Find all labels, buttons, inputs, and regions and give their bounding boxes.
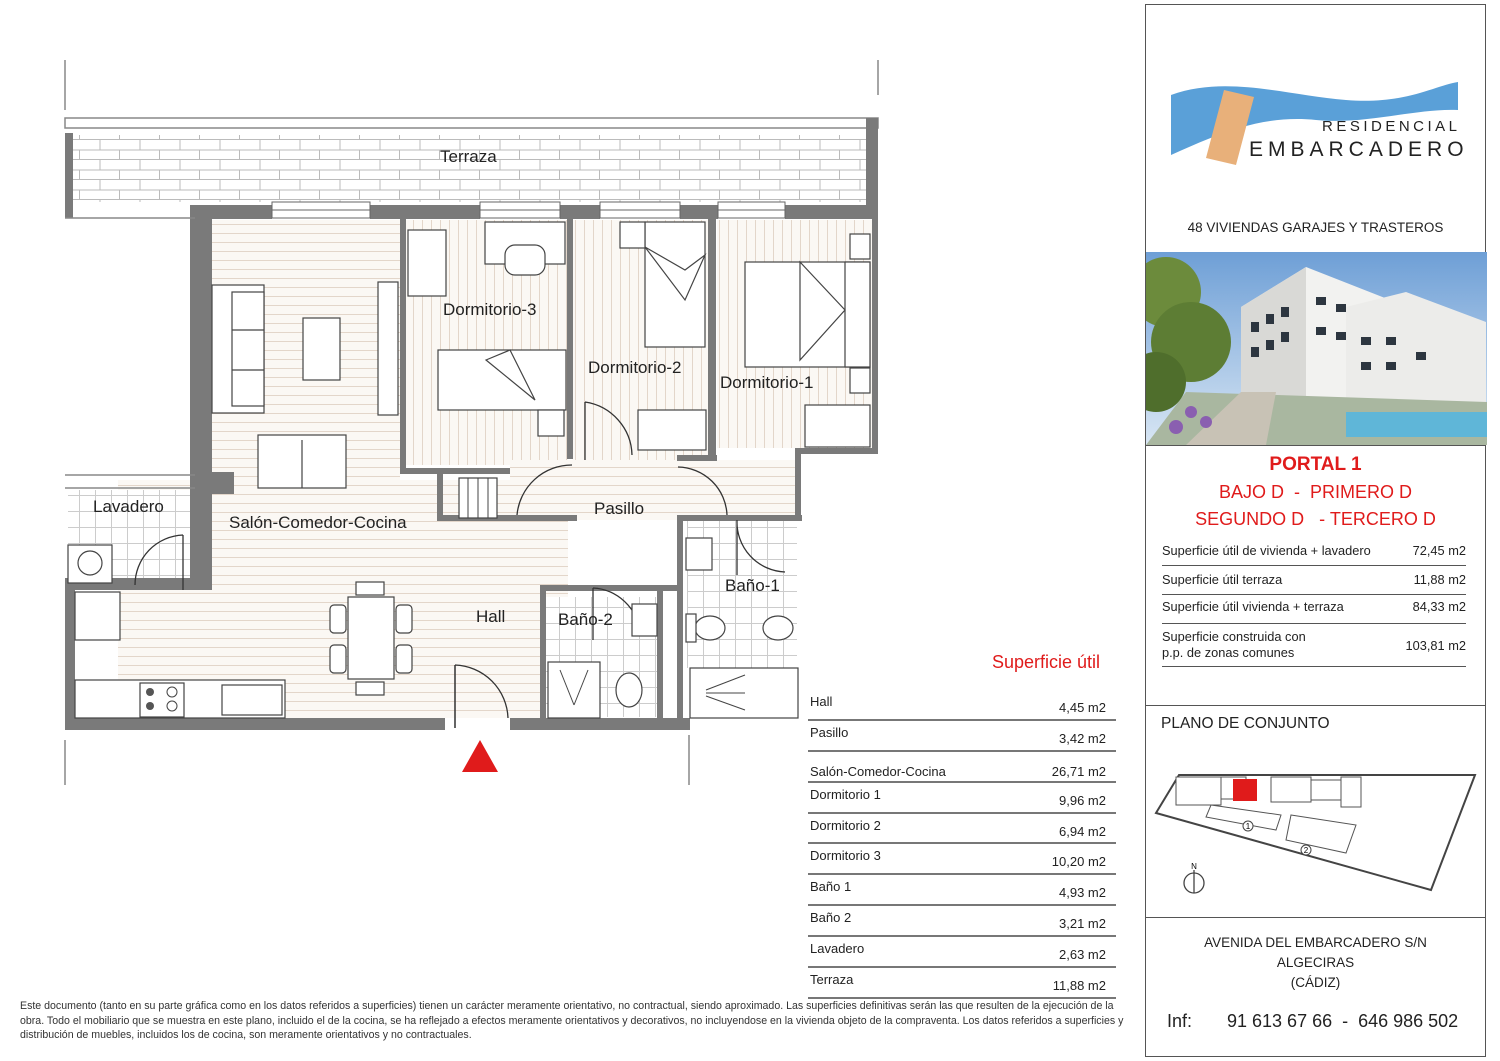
- logo-title: EMBARCADERO: [1249, 138, 1469, 161]
- surface-row: [808, 875, 1116, 906]
- surface-room-value: 4,93 m2: [1059, 885, 1106, 901]
- surface-row: [808, 721, 1116, 752]
- surface-row: [808, 844, 1116, 875]
- info-row: [1162, 541, 1466, 566]
- surface-room-name: Lavadero: [810, 941, 865, 957]
- address-line-2: ALGECIRAS: [1276, 955, 1355, 970]
- info-label: Superficie construida con: [1162, 629, 1306, 644]
- logo-subtitle: RESIDENCIAL: [1322, 118, 1461, 135]
- surface-room-name: Dormitorio 3: [810, 848, 881, 864]
- info-label: Inf:: [1167, 1011, 1193, 1031]
- room-label-dormitorio-1: Dormitorio-1: [720, 373, 814, 392]
- surface-row: [808, 814, 1116, 845]
- room-label-lavadero: Lavadero: [93, 497, 164, 516]
- surface-room-value: 2,63 m2: [1059, 947, 1106, 963]
- phone-numbers[interactable]: 91 613 67 66 - 646 986 502: [1227, 1011, 1459, 1031]
- surface-room-name: Hall: [810, 694, 833, 709]
- info-value: 84,33 m2: [1412, 599, 1466, 614]
- info-panel: [1145, 4, 1486, 1057]
- site-marker-2: 2: [1303, 846, 1309, 855]
- info-value: 72,45 m2: [1412, 543, 1466, 558]
- info-row: [1162, 599, 1466, 624]
- info-label: Superficie útil terraza: [1162, 572, 1283, 587]
- surface-room-value: 10,20 m2: [1051, 854, 1106, 870]
- surface-row: [808, 752, 1116, 783]
- surface-room-value: 4,45 m2: [1059, 700, 1106, 715]
- room-label-bano-1: Baño-1: [725, 576, 780, 595]
- surface-room-value: 3,21 m2: [1059, 916, 1106, 932]
- surface-row: [808, 690, 1116, 721]
- surface-room-name: Salón-Comedor-Cocina: [810, 763, 946, 779]
- room-label-terraza: Terraza: [440, 147, 497, 166]
- address-line-3: (CÁDIZ): [1290, 975, 1341, 990]
- info-label: Superficie útil de vivienda + lavadero: [1162, 543, 1371, 558]
- info-label: Superficie útil vivienda + terraza: [1162, 599, 1344, 614]
- surface-room-name: Baño 2: [810, 910, 852, 926]
- surface-room-name: Pasillo: [810, 724, 849, 740]
- room-label-dormitorio-2: Dormitorio-2: [588, 358, 682, 377]
- surface-row: [808, 968, 1116, 999]
- room-label-hall: Hall: [476, 607, 506, 626]
- surface-room-name: Terraza: [810, 972, 854, 988]
- room-label-salon: Salón-Comedor-Cocina: [229, 513, 407, 532]
- info-value: 11,88 m2: [1413, 572, 1466, 587]
- building-photo: [1146, 252, 1487, 445]
- info-row: [1162, 570, 1466, 595]
- surface-room-value: 11,88 m2: [1052, 978, 1106, 994]
- info-label: p.p. de zonas comunes: [1162, 645, 1295, 660]
- surface-table: [808, 690, 1116, 999]
- surface-row: [808, 906, 1116, 937]
- units-line-2: SEGUNDO D - TERCERO D: [1195, 509, 1436, 529]
- room-label-dormitorio-3: Dormitorio-3: [443, 300, 537, 319]
- units-line-1: BAJO D - PRIMERO D: [1218, 482, 1413, 502]
- surface-table-title: Superficie útil: [992, 652, 1101, 672]
- surface-room-value: 9,96 m2: [1059, 792, 1106, 808]
- info-value: 103,81 m2: [1405, 638, 1466, 653]
- entrance-arrow-icon: [462, 740, 498, 772]
- room-label-pasillo: Pasillo: [594, 499, 645, 518]
- project-description: 48 VIVIENDAS GARAJES Y TRASTEROS: [1187, 220, 1444, 235]
- info-row: [1162, 628, 1466, 667]
- surface-room-value: 6,94 m2: [1059, 823, 1106, 839]
- disclaimer-text: Este documento (tanto en su parte gráfica como en los datos referidos a superficies) tienen un carácter meramente orientativo, no contractual, siendo aproximado. Las superficies definitivas serán las que resulten de la ejecución de la obra. Todo el mobiliario que se muestra en este plano, incluido el de la cocina, se ha reflejado a efectos meramente orientativos y decorativos, no incluyendose en la vivienda objeto de la compraventa. Los datos referidos a superficies y distribución de muebles, incluidos los de cocina, son meramente orientativos y no contractuales.: [20, 1000, 1124, 1041]
- address: [1146, 933, 1485, 993]
- surface-room-name: Dormitorio 1: [810, 786, 881, 802]
- surface-row: [808, 783, 1116, 814]
- surface-row: [808, 937, 1116, 968]
- north-label: N: [1191, 862, 1197, 871]
- room-label-bano-2: Baño-2: [558, 610, 613, 629]
- portal-title: PORTAL 1: [1269, 454, 1362, 475]
- site-marker-1: 1: [1245, 822, 1251, 831]
- site-plan-title: PLANO DE CONJUNTO: [1161, 715, 1330, 732]
- surface-room-value: 26,71 m2: [1051, 763, 1106, 779]
- surface-room-name: Dormitorio 2: [810, 817, 881, 833]
- surface-room-name: Baño 1: [810, 879, 852, 895]
- site-plan-map: [1151, 765, 1481, 900]
- address-line-1: AVENIDA DEL EMBARCADERO S/N: [1204, 935, 1427, 950]
- surface-room-value: 3,42 m2: [1059, 730, 1106, 746]
